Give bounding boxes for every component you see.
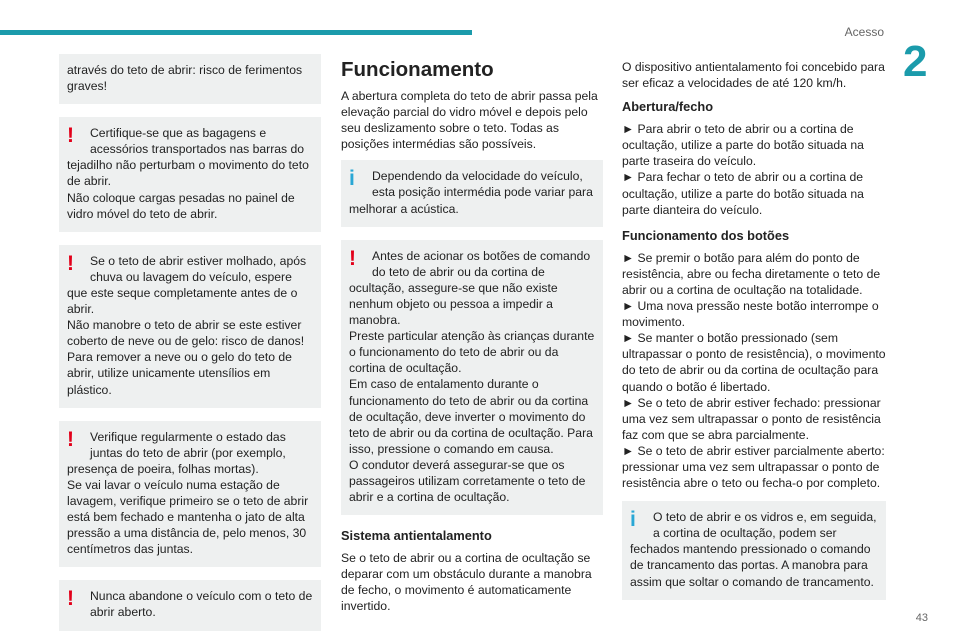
info-icon: i — [630, 508, 636, 532]
bullet-item: ► Se manter o botão pressionado (sem ultrapassar o ponto de resistência), o movimento do teto de abrir ou da cortina de ocultação para quando o botão é libertado. — [622, 331, 886, 394]
bullet-item: ► Uma nova pressão neste botão interrompe o movimento. — [622, 299, 879, 330]
bullet-item: ► Se o teto de abrir estiver fechado: pressionar uma vez sem ultrapassar o ponto de resistência faz com que se abra parcialmente. — [622, 395, 881, 442]
warning-text-first: Nunca abandone o veículo com o teto de abrir aberto. — [90, 589, 313, 620]
warning-text-first: Se o teto de abrir estiver molhado, após chuva ou lavagem do veículo, espere — [90, 253, 307, 284]
info-text-first: Dependendo da velocidade do veículo, esta posição intermédia pode variar para — [372, 169, 593, 200]
warning-text: presença de poeira, folhas mortas). Se vai lavar o veículo numa estação de lavagem, verifique primeiro se o teto de abrir está bem fechado e mantenha o jato de alta pressão a uma distância de, pelo menos, 30 centímetros das juntas. — [67, 461, 309, 557]
subheading: Funcionamento dos botões — [622, 227, 790, 243]
warning-text-first: Verifique regularmente o estado das juntas do teto de abrir (por exemplo, — [90, 429, 286, 460]
body-paragraph: O dispositivo antientalamento foi concebido para ser eficaz a velocidades de até 120 km/h. — [622, 60, 885, 91]
warning-icon: ! — [349, 246, 356, 270]
column-2 — [341, 58, 603, 615]
warning-icon: ! — [67, 427, 74, 451]
info-box — [622, 501, 886, 599]
bullet-item: ► Para abrir o teto de abrir ou a cortina de ocultação, utilize a parte do botão situada na parte traseira do veículo. — [622, 122, 864, 169]
header-accent-bar — [0, 30, 472, 35]
subheading: Sistema antientalamento — [341, 528, 492, 544]
warning-icon: ! — [67, 124, 74, 148]
info-text-first: O teto de abrir e os vidros e, em seguida, a cortina de ocultação, podem ser — [653, 510, 877, 541]
body-paragraph: A abertura completa do teto de abrir passa pela elevação parcial do vidro móvel e depois pelo seu deslizamento sobre o teto. Todas as posições intermédias são possíveis. — [341, 89, 598, 152]
column-3 — [622, 59, 886, 613]
chapter-number: 2 — [903, 37, 928, 86]
bullet-item: ► Para fechar o teto de abrir ou a cortina de ocultação, utilize a parte do botão situada na parte dianteira do veículo. — [622, 170, 864, 217]
warning-box — [59, 245, 321, 408]
warning-icon: ! — [67, 251, 74, 275]
info-box — [341, 160, 603, 226]
section-title: Acesso — [844, 25, 884, 39]
column-1 — [59, 54, 321, 644]
warning-box — [59, 117, 321, 232]
warning-text: que este seque completamente antes de o abrir. Não manobre o teto de abrir se este estiver coberto de neve ou de gelo: risco de danos! Para remover a neve ou o gelo do teto de abrir, utilize unicamente utensílios em plástico. — [67, 285, 305, 397]
warning-icon: ! — [67, 587, 74, 611]
warning-box-continued — [59, 54, 321, 104]
warning-text: ocultação, assegure-se que não existe nenhum objeto ou pessoa a impedir a manobra. Preste particular atenção às crianças durante o funcionamento do teto de abrir ou da cortina de ocultação. Em caso de entalamento durante o funcionamento do teto de abrir ou da cortina de ocultação, deve inverter o movimento do teto de abrir ou da cortina de ocultação. Para isso, pressione o comando em causa. O condutor deverá assegurar-se que os passageiros utilizam corretamente o teto de abrir e a cortina de ocultação. — [349, 280, 595, 505]
page-number: 43 — [915, 612, 928, 624]
subheading: Abertura/fecho — [622, 99, 714, 115]
body-paragraph: Se o teto de abrir ou a cortina de ocultação se deparar com um obstáculo durante a manobra de fecho, o movimento é automaticamente invertido. — [341, 551, 592, 614]
warning-box — [59, 421, 321, 568]
section-heading: Funcionamento — [341, 58, 494, 81]
warning-text-first: Certifique-se que as bagagens e acessórios transportados nas barras do — [90, 126, 305, 157]
warning-box — [341, 240, 603, 516]
bullet-item: ► Se o teto de abrir estiver parcialmente aberto: pressionar uma vez sem ultrapassar o ponto de resistência abre o teto ou fecha-o por completo. — [622, 443, 885, 491]
bullet-item: ► Se premir o botão para além do ponto de resistência, abre ou fecha diretamente o teto de abrir ou a cortina de ocultação na totalidade. — [622, 250, 881, 297]
warning-continued-text: através do teto de abrir: risco de ferimentos graves! — [67, 63, 303, 94]
info-icon: i — [349, 167, 355, 191]
info-text: fechados mantendo pressionado o comando de trancamento das portas. A manobra para assim que soltar o comando de trancamento. — [630, 542, 874, 589]
warning-text: tejadilho não perturbam o movimento do teto de abrir. Não coloque cargas pesadas no painel de vidro móvel do teto de abrir. — [67, 158, 309, 221]
warning-text-first: Antes de acionar os botões de comando do teto de abrir ou da cortina de — [372, 248, 591, 279]
info-text: melhorar a acústica. — [349, 201, 459, 216]
warning-box — [59, 580, 321, 630]
